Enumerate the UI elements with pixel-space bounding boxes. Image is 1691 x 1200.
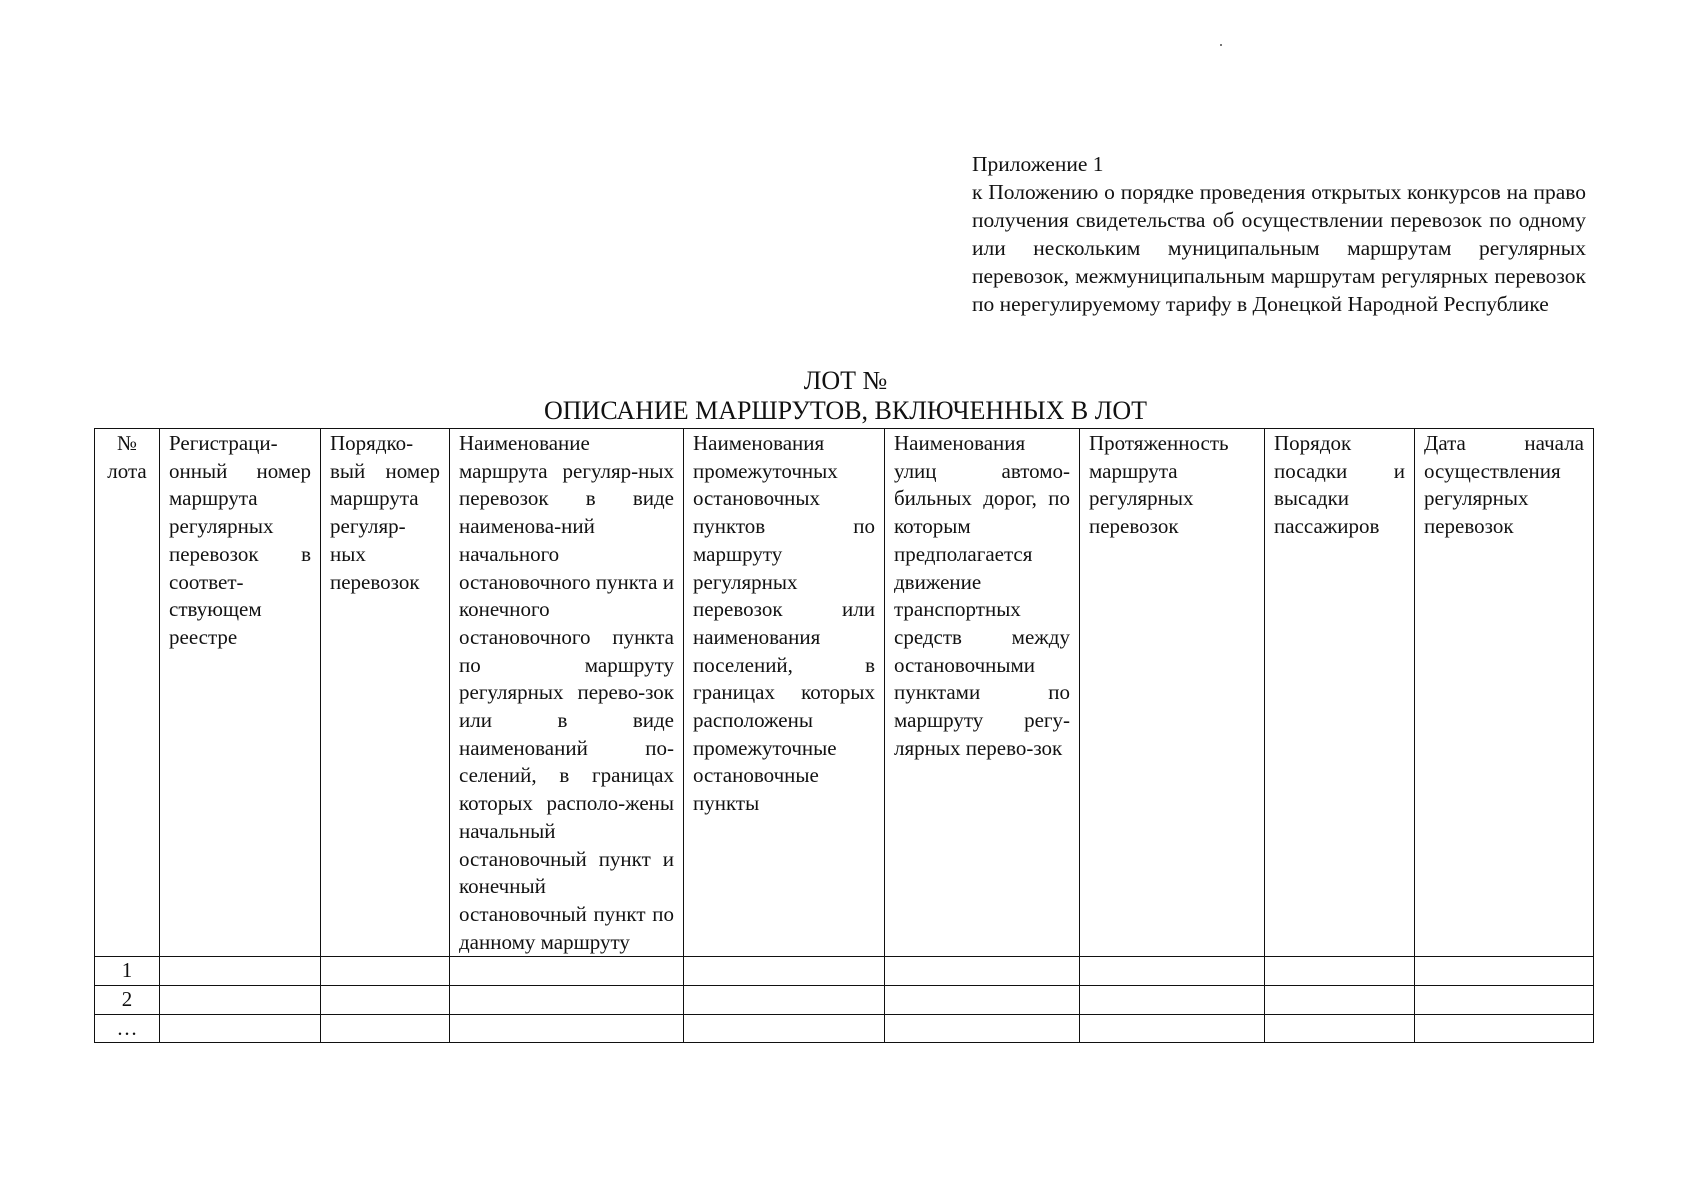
table-cell [885, 1014, 1080, 1043]
table-cell [1415, 957, 1594, 986]
table-cell [1080, 957, 1265, 986]
routes-table [94, 428, 1594, 1043]
header-street-names: Наименования улиц автомо-бильных дорог, по которым предполагается движение транспортных средств между остановочными пунктами по маршруту регу-лярных перево-зок [885, 429, 1080, 957]
appendix-title: Приложение 1 [972, 152, 1104, 176]
header-sequence-number: Порядко-вый номер маршрута регуляр-ных перевозок [321, 429, 450, 957]
header-lot-number: № лота [95, 429, 160, 957]
table-cell [1415, 986, 1594, 1015]
table-cell [1265, 986, 1415, 1015]
row-lot-number: 2 [95, 986, 160, 1015]
table-header-row [95, 429, 1594, 957]
table-row [95, 957, 1594, 986]
table-cell [684, 957, 885, 986]
row-lot-number: … [95, 1014, 160, 1043]
header-boarding-order: Порядок посадки и высадки пассажиров [1265, 429, 1415, 957]
table-cell [684, 1014, 885, 1043]
lot-number-heading: ЛОТ № [803, 366, 888, 395]
header-intermediate-stops: Наименования промежуточных остановочных пунктов по маршруту регулярных перевозок или наименования поселений, в границах которых расположены промежуточные остановочные пункты [684, 429, 885, 957]
table-cell [1265, 957, 1415, 986]
header-route-name: Наименование маршрута регуляр-ных перевозок в виде наименова-ний начального остановочного пункта и конечного остановочного пункта по маршруту регулярных перево-зок или в виде наименований по-селений, в границах которых располо-жены начальный остановочный пункт и конечный остановочный пункт по данному маршруту [450, 429, 684, 957]
table-row [95, 1014, 1594, 1043]
row-lot-number: 1 [95, 957, 160, 986]
table-cell [160, 986, 321, 1015]
table-cell [321, 957, 450, 986]
table-cell [1265, 1014, 1415, 1043]
table-cell [321, 1014, 450, 1043]
table-cell [885, 957, 1080, 986]
table-row [95, 986, 1594, 1015]
header-route-length: Протяженность маршрута регулярных перевозок [1080, 429, 1265, 957]
table-cell [1080, 1014, 1265, 1043]
table-cell [450, 1014, 684, 1043]
table-cell [1415, 1014, 1594, 1043]
table-cell [450, 986, 684, 1015]
table-cell [450, 957, 684, 986]
table-cell [160, 957, 321, 986]
appendix-block [972, 150, 1586, 318]
lot-description-heading: ОПИСАНИЕ МАРШРУТОВ, ВКЛЮЧЕННЫХ В ЛОТ [543, 396, 1147, 425]
table-cell [684, 986, 885, 1015]
table-cell [321, 986, 450, 1015]
table-cell [1080, 986, 1265, 1015]
header-registration-number: Регистраци-онный номер маршрута регулярных перевозок в соответ-ствующем реестре [160, 429, 321, 957]
scan-speck [1220, 44, 1222, 46]
table-cell [160, 1014, 321, 1043]
header-start-date: Дата начала осуществления регулярных перевозок [1415, 429, 1594, 957]
appendix-text: к Положению о порядке проведения открытых конкурсов на право получения свидетельства об осуществлении перевозок по одному или нескольким муниципальным маршрутам регулярных перевозок, межмуниципальным маршрутам регулярных перевозок по нерегулируемому тарифу в Донецкой Народной Республике [972, 180, 1586, 316]
table-cell [885, 986, 1080, 1015]
